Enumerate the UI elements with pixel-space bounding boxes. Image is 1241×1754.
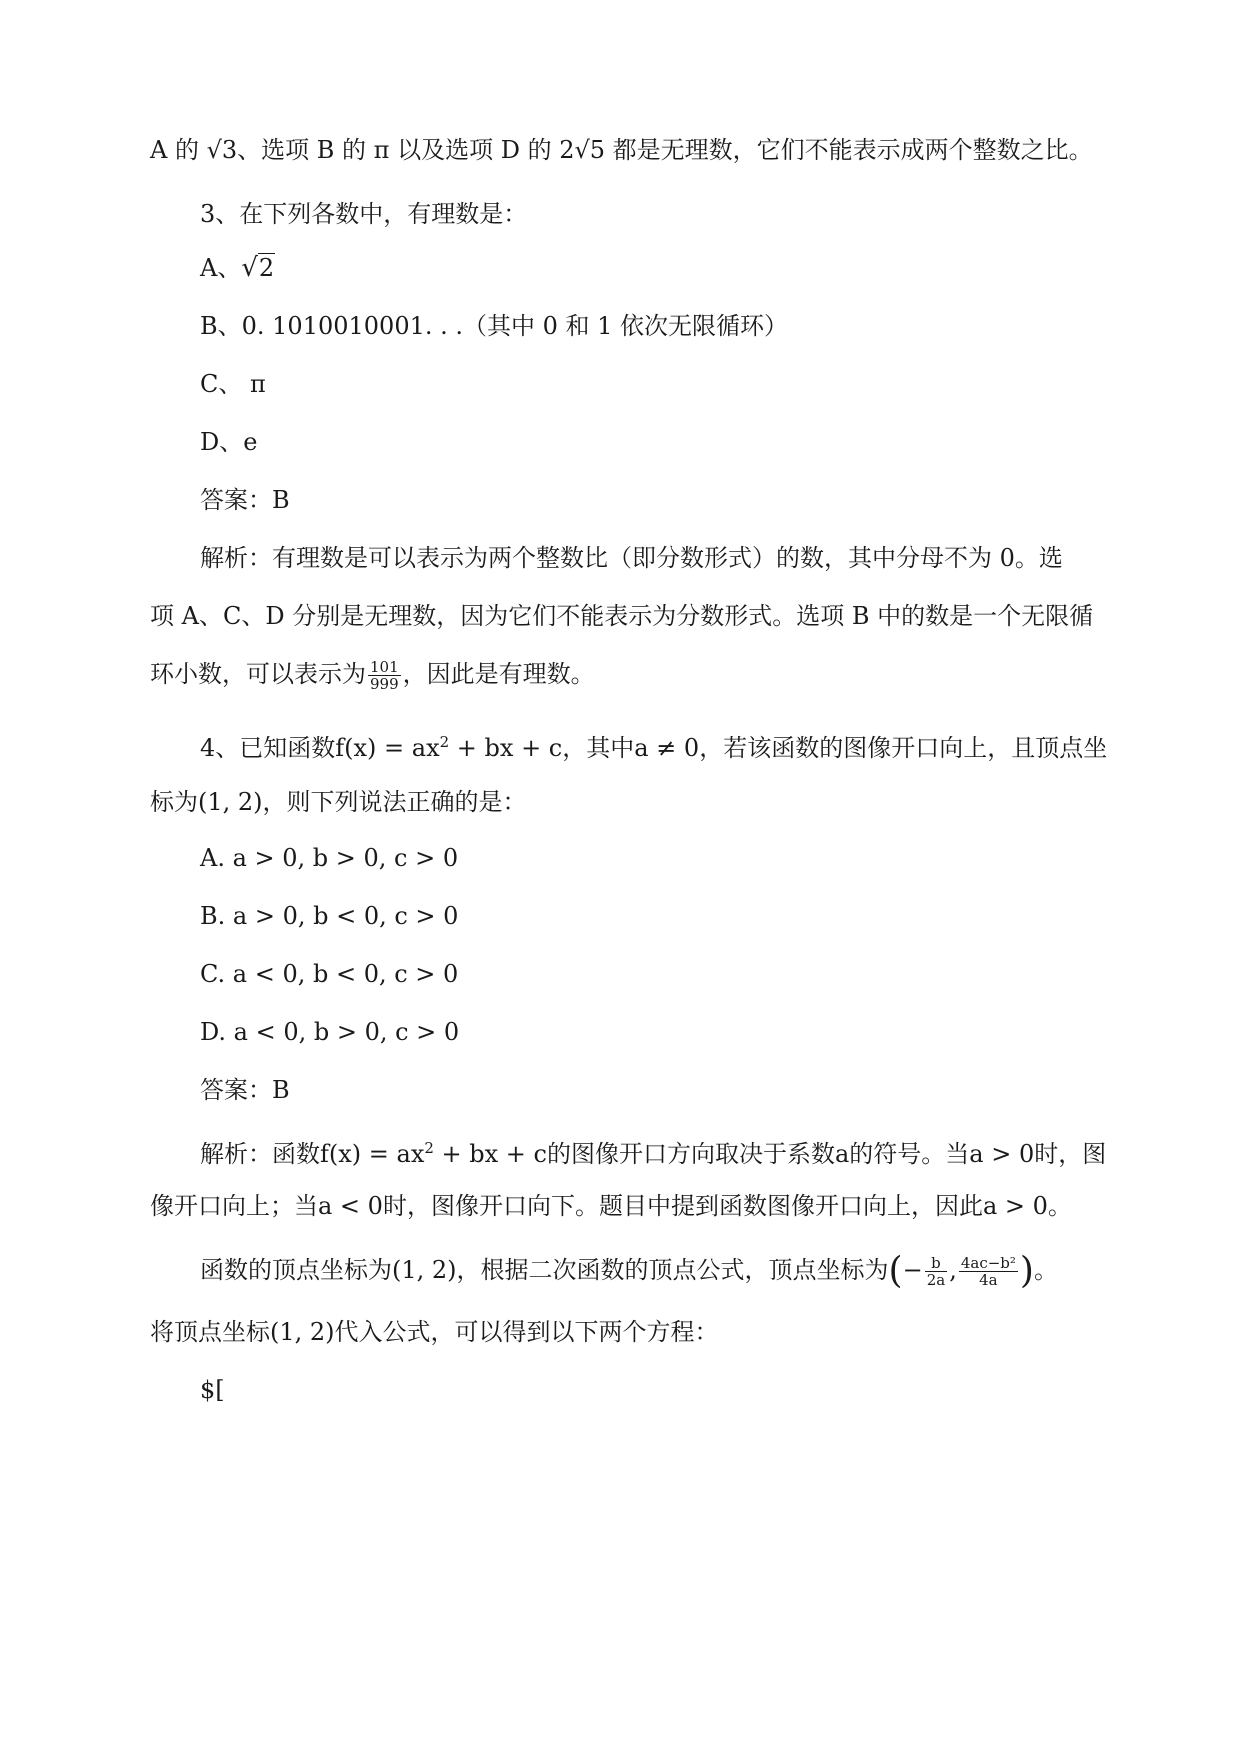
q4-option-b: B. a > 0, b < 0, c > 0 bbox=[200, 902, 459, 930]
q4-option-a: A. a > 0, b > 0, c > 0 bbox=[200, 844, 459, 872]
question-3-stem: 3、在下列各数中，有理数是： bbox=[200, 200, 528, 228]
fraction-numerator: 4ac−b² bbox=[960, 1254, 1016, 1272]
q4-option-c: C. a < 0, b < 0, c > 0 bbox=[200, 960, 459, 988]
text-segment: ，因此是有理数。 bbox=[402, 660, 595, 688]
superscript: 2 bbox=[439, 733, 450, 751]
fraction-numerator: b bbox=[931, 1254, 941, 1272]
q4-answer: 答案：B bbox=[200, 1076, 290, 1104]
text-segment: 解析：函数f(x) = ax bbox=[200, 1140, 425, 1168]
text-segment: 函数的顶点坐标为(1, 2)，根据二次函数的顶点公式，顶点坐标为 bbox=[200, 1256, 889, 1284]
fraction bbox=[368, 659, 401, 692]
fraction-denominator: 2a bbox=[926, 1271, 946, 1289]
math-block-start: $[ bbox=[200, 1376, 225, 1404]
q4-option-d: D. a < 0, b > 0, c > 0 bbox=[200, 1018, 460, 1046]
q4-explanation-line bbox=[200, 1132, 1106, 1170]
fraction-denominator: 4a bbox=[959, 1271, 1018, 1288]
sqrt-symbol: √ bbox=[241, 253, 258, 283]
text-segment: + bx + c的图像开口方向取决于系数a的符号。当a > 0时，图 bbox=[433, 1140, 1107, 1168]
q3-option-a bbox=[200, 252, 275, 284]
superscript: 2 bbox=[424, 1139, 434, 1157]
text-segment: 环小数，可以表示为 bbox=[150, 660, 366, 688]
text-segment: 。 bbox=[1033, 1256, 1058, 1284]
fraction-numerator: 101 bbox=[370, 658, 399, 676]
q3-answer: 答案：B bbox=[200, 486, 290, 514]
text-line: A 的 √3、选项 B 的 π 以及选项 D 的 2√5 都是无理数，它们不能表示成两个整数之比。 bbox=[150, 136, 1093, 164]
q3-option-b: B、0. 1010010001. . .（其中 0 和 1 依次无限循环） bbox=[200, 312, 789, 340]
comma: , bbox=[949, 1256, 957, 1284]
fraction-denominator: 999 bbox=[370, 675, 399, 693]
radicand: 2 bbox=[258, 254, 275, 282]
q3-explanation-line: 项 A、C、D 分别是无理数，因为它们不能表示为分数形式。选项 B 中的数是一个无限循 bbox=[150, 602, 1094, 630]
question-4-stem: 标为(1, 2)，则下列说法正确的是： bbox=[150, 788, 527, 816]
text-segment: + bx + c，其中a ≠ 0，若该函数的图像开口向上，且顶点坐 bbox=[449, 734, 1108, 762]
text-segment: 4、已知函数f(x) = ax bbox=[200, 734, 440, 762]
q4-explanation-line: 像开口向上；当a < 0时，图像开口向下。题目中提到函数图像开口向上，因此a > 0。 bbox=[150, 1192, 1072, 1220]
q3-option-c: C、 π bbox=[200, 370, 266, 398]
option-label: A、 bbox=[200, 254, 242, 282]
question-4-stem bbox=[200, 726, 1107, 764]
q4-explanation-line: 将顶点坐标(1, 2)代入公式，可以得到以下两个方程： bbox=[150, 1318, 719, 1346]
q3-explanation-line bbox=[150, 658, 595, 692]
q4-explanation-line bbox=[200, 1250, 1058, 1292]
minus-sign: − bbox=[902, 1256, 923, 1284]
left-paren: ( bbox=[888, 1250, 903, 1292]
q3-option-d: D、e bbox=[200, 428, 258, 456]
fraction bbox=[925, 1255, 948, 1288]
fraction bbox=[959, 1255, 1018, 1288]
right-paren: ) bbox=[1019, 1250, 1034, 1292]
q3-explanation-line: 解析：有理数是可以表示为两个整数比（即分数形式）的数，其中分母不为 0。选 bbox=[200, 544, 1063, 572]
